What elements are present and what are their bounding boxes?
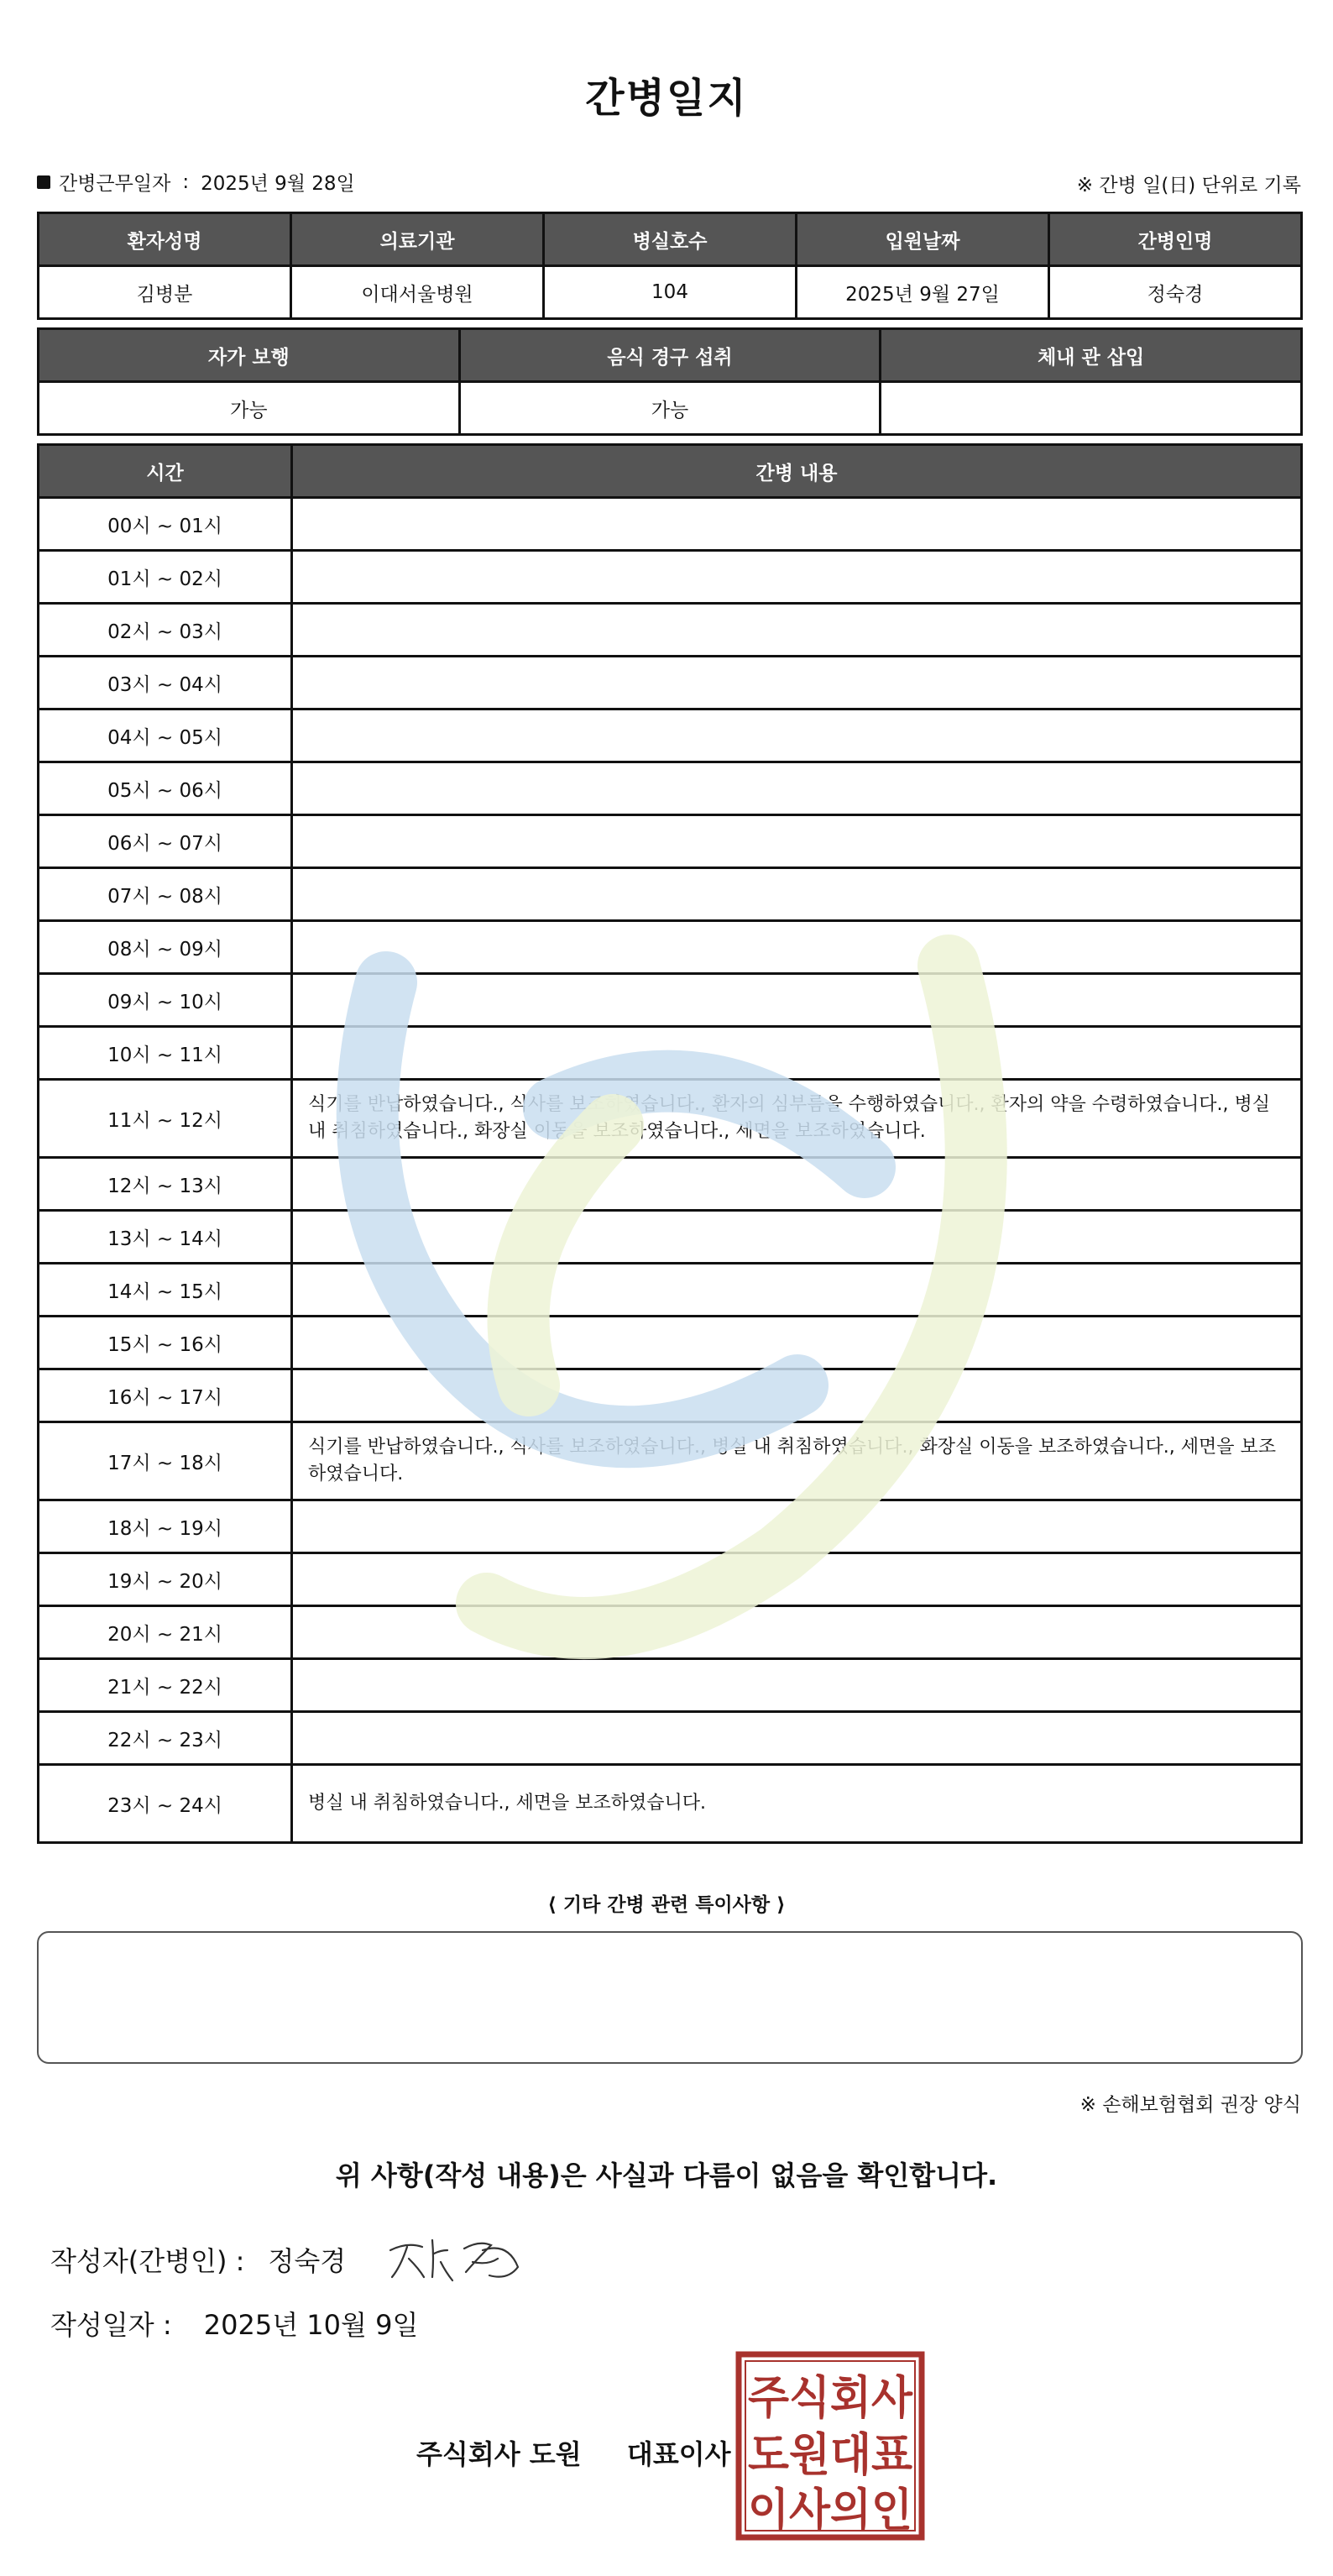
log-content-cell <box>292 1553 1302 1606</box>
log-time-cell: 16시 ~ 17시 <box>39 1369 292 1422</box>
tube-insertion-value <box>881 382 1302 435</box>
square-bullet-icon <box>37 175 50 189</box>
log-time-cell: 07시 ~ 08시 <box>39 868 292 921</box>
work-date-line <box>37 168 355 196</box>
self-walking-value: 가능 <box>39 382 460 435</box>
header-cell: 음식 경구 섭취 <box>459 329 881 382</box>
log-content-cell <box>292 1211 1302 1264</box>
handwritten-signature <box>382 2225 533 2292</box>
log-time-cell: 18시 ~ 19시 <box>39 1500 292 1553</box>
log-row <box>39 1264 1302 1317</box>
log-content-cell <box>292 1500 1302 1553</box>
log-row <box>39 1765 1302 1843</box>
log-time-cell: 02시 ~ 03시 <box>39 604 292 657</box>
log-content-cell <box>292 604 1302 657</box>
log-content-cell <box>292 709 1302 762</box>
log-content-cell <box>292 1027 1302 1080</box>
log-content-cell <box>292 551 1302 604</box>
hourly-care-log-table <box>37 443 1303 1844</box>
admission-date: 2025년 9월 27일 <box>797 266 1049 319</box>
record-unit-note: ※ 간병 일(日) 단위로 기록 <box>1076 175 1301 196</box>
log-row <box>39 1712 1302 1765</box>
notes-content <box>39 1933 1301 1956</box>
header-cell: 자가 보행 <box>39 329 460 382</box>
log-row <box>39 1606 1302 1659</box>
log-time-cell: 08시 ~ 09시 <box>39 921 292 974</box>
log-row <box>39 1317 1302 1369</box>
log-content-cell <box>292 815 1302 868</box>
header-cell: 의료기관 <box>291 213 544 266</box>
log-row <box>39 1080 1302 1158</box>
log-content-cell <box>292 868 1302 921</box>
header-cell: 체내 관 삽입 <box>881 329 1302 382</box>
author-label: 작성자(간병인) : <box>50 2245 245 2277</box>
log-time-cell: 19시 ~ 20시 <box>39 1553 292 1606</box>
log-content-cell <box>292 921 1302 974</box>
log-time-cell: 05시 ~ 06시 <box>39 762 292 815</box>
log-content-cell <box>292 498 1302 551</box>
header-cell: 간병인명 <box>1049 213 1302 266</box>
log-row <box>39 815 1302 868</box>
log-row <box>39 974 1302 1027</box>
company-title: 대표이사 <box>626 2438 731 2470</box>
log-content-cell: 식기를 반납하였습니다., 식사를 보조하였습니다., 환자의 심부름을 수행하였습니다., 환자의 약을 수령하였습니다., 병실 내 취침하였습니다., 화장실 이동을 보조하였습니다., 세면을 보조하였습니다. <box>292 1080 1302 1158</box>
log-time-cell: 13시 ~ 14시 <box>39 1211 292 1264</box>
log-row <box>39 1659 1302 1712</box>
log-content-cell <box>292 974 1302 1027</box>
log-time-cell: 17시 ~ 18시 <box>39 1422 292 1500</box>
header-cell: 시간 <box>39 445 292 498</box>
log-content-cell: 식기를 반납하였습니다., 식사를 보조하였습니다., 병실 내 취침하였습니다., 화장실 이동을 보조하였습니다., 세면을 보조하였습니다. <box>292 1422 1302 1500</box>
log-time-cell: 09시 ~ 10시 <box>39 974 292 1027</box>
log-row <box>39 868 1302 921</box>
log-time-cell: 23시 ~ 24시 <box>39 1765 292 1843</box>
log-content-cell <box>292 1158 1302 1211</box>
log-row <box>39 498 1302 551</box>
log-time-cell: 10시 ~ 11시 <box>39 1027 292 1080</box>
notes-box <box>37 1931 1303 2064</box>
log-time-cell: 20시 ~ 21시 <box>39 1606 292 1659</box>
header-cell: 간병 내용 <box>292 445 1302 498</box>
company-name: 주식회사 도원 <box>416 2438 582 2470</box>
log-time-cell: 14시 ~ 15시 <box>39 1264 292 1317</box>
log-time-cell: 22시 ~ 23시 <box>39 1712 292 1765</box>
log-content-cell <box>292 1606 1302 1659</box>
company-line <box>416 2433 731 2472</box>
written-date-label: 작성일자 : <box>50 2309 172 2341</box>
header-cell: 병실호수 <box>544 213 797 266</box>
log-content-cell <box>292 762 1302 815</box>
log-row <box>39 1027 1302 1080</box>
log-content-cell: 병실 내 취침하였습니다., 세면을 보조하였습니다. <box>292 1765 1302 1843</box>
svg-text:이사의인: 이사의인 <box>748 2484 912 2537</box>
log-row <box>39 762 1302 815</box>
work-date-label: 간병근무일자 <box>59 173 171 195</box>
caregiver-name: 정숙경 <box>1049 266 1302 319</box>
log-time-cell: 04시 ~ 05시 <box>39 709 292 762</box>
log-time-cell: 11시 ~ 12시 <box>39 1080 292 1158</box>
svg-text:주식회사: 주식회사 <box>748 2371 913 2424</box>
log-time-cell: 15시 ~ 16시 <box>39 1317 292 1369</box>
log-time-cell: 03시 ~ 04시 <box>39 657 292 709</box>
log-row <box>39 1158 1302 1211</box>
confirmation-statement: 위 사항(작성 내용)은 사실과 다름이 없음을 확인합니다. <box>335 2160 998 2191</box>
log-row <box>39 657 1302 709</box>
log-time-cell: 01시 ~ 02시 <box>39 551 292 604</box>
work-date-value: 2025년 9월 28일 <box>201 173 355 195</box>
log-row <box>39 1422 1302 1500</box>
work-date-separator: : <box>182 170 190 193</box>
log-time-cell: 12시 ~ 13시 <box>39 1158 292 1211</box>
room-number: 104 <box>544 266 797 319</box>
form-source-note: ※ 손해보험협회 권장 양식 <box>1079 2094 1301 2116</box>
log-time-cell: 21시 ~ 22시 <box>39 1659 292 1712</box>
header-cell: 환자성명 <box>39 213 291 266</box>
log-row <box>39 1211 1302 1264</box>
log-row <box>39 1369 1302 1422</box>
log-time-cell: 00시 ~ 01시 <box>39 498 292 551</box>
oral-intake-value: 가능 <box>459 382 881 435</box>
patient-status-table <box>37 327 1303 436</box>
log-row <box>39 551 1302 604</box>
log-content-cell <box>292 1369 1302 1422</box>
hospital-name: 이대서울병원 <box>291 266 544 319</box>
author-name: 정숙경 <box>268 2245 347 2277</box>
log-row <box>39 921 1302 974</box>
log-content-cell <box>292 657 1302 709</box>
log-row <box>39 1553 1302 1606</box>
svg-text:도원대표: 도원대표 <box>748 2428 912 2481</box>
patient-info-table <box>37 212 1303 320</box>
log-content-cell <box>292 1659 1302 1712</box>
log-content-cell <box>292 1317 1302 1369</box>
company-seal-stamp <box>735 2351 925 2541</box>
log-row <box>39 1500 1302 1553</box>
log-row <box>39 604 1302 657</box>
log-time-cell: 06시 ~ 07시 <box>39 815 292 868</box>
written-date-value: 2025년 10월 9일 <box>203 2309 419 2341</box>
log-content-cell <box>292 1712 1302 1765</box>
log-content-cell <box>292 1264 1302 1317</box>
page-title: 간병일지 <box>585 75 748 122</box>
header-cell: 입원날짜 <box>797 213 1049 266</box>
author-line <box>50 2240 346 2279</box>
log-row <box>39 709 1302 762</box>
written-date-line <box>50 2304 418 2343</box>
patient-name: 김병분 <box>39 266 291 319</box>
notes-title: ⟨ 기타 간병 관련 특이사항 ⟩ <box>547 1894 786 1916</box>
